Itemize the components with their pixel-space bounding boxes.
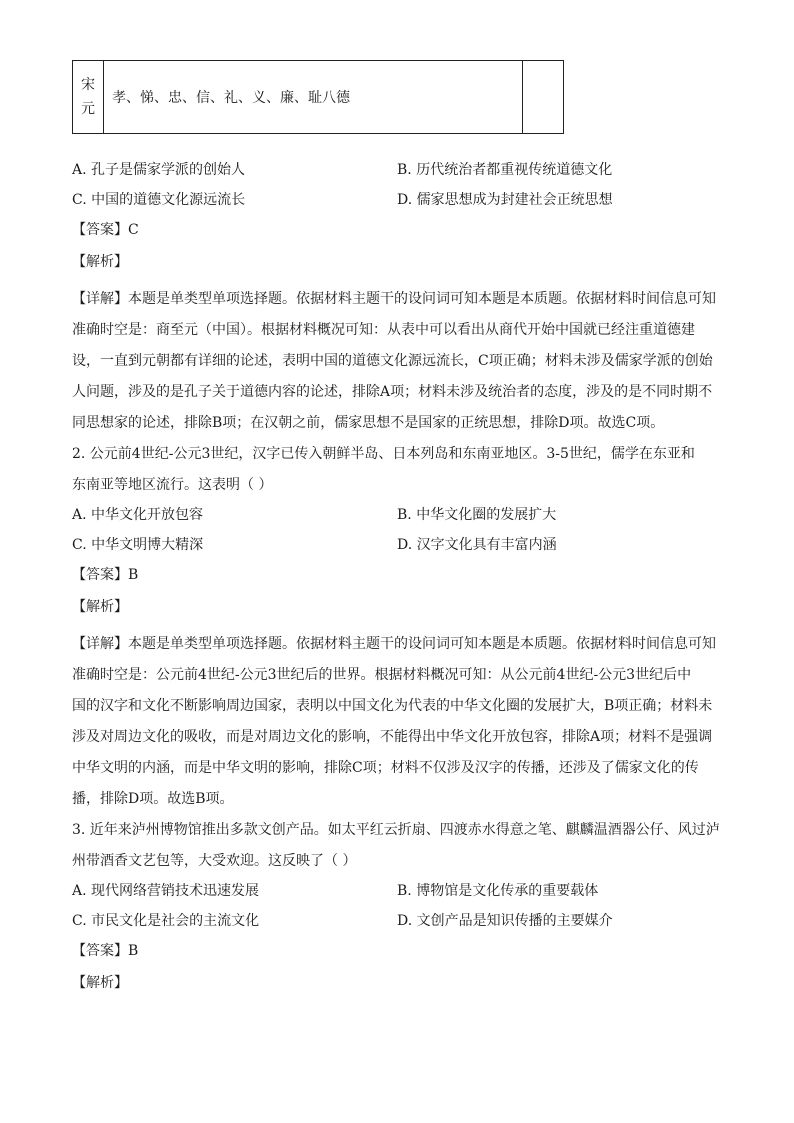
q1-analysis-tag: 【解析】	[72, 254, 128, 270]
q2-answer: 【答案】B	[72, 567, 139, 583]
q3-option-d: D. 文创产品是知识传播的主要媒介	[397, 913, 613, 929]
q3-answer: 【答案】B	[72, 943, 139, 959]
q2-detail-line: 中华文明的内涵，而是中华文明的影响，排除C项；材料不仅涉及汉字的传播，还涉及了儒家文化的传	[72, 760, 699, 776]
q2-analysis-tag: 【解析】	[72, 599, 128, 615]
q3-option-a: A. 现代网络营销技术迅速发展	[72, 883, 260, 899]
document-page	[72, 60, 722, 1005]
q1-option-b: B. 历代统治者都重视传统道德文化	[397, 162, 613, 178]
q1-option-c: C. 中国的道德文化源远流长	[72, 192, 246, 208]
q3-option-c: C. 市民文化是社会的主流文化	[72, 913, 260, 929]
q3-option-b: B. 博物馆是文化传承的重要载体	[397, 883, 599, 899]
q2-stem	[72, 439, 722, 501]
q1-detail-line: 【详解】本题是单类型单项选择题。依据材料主题干的设问词可知本题是本质题。依据材料时间信息可知	[72, 291, 716, 307]
table-row	[73, 61, 564, 134]
q2-detail-line: 涉及对周边文化的吸收，而是对周边文化的影响，不能得出中华文化开放包容，排除A项；材料不是强调	[72, 729, 713, 745]
q3-options	[72, 881, 722, 931]
q2-options	[72, 505, 722, 555]
q2-option-d: D. 汉字文化具有丰富内涵	[397, 537, 557, 553]
q3-stem-line: 州带酒香文艺包等，大受欢迎。这反映了（ ）	[72, 853, 357, 869]
virtue-content-cell: 孝、悌、忠、信、礼、义、廉、耻八德	[104, 61, 523, 134]
q2-option-b: B. 中华文化圈的发展扩大	[397, 507, 557, 523]
virtue-table	[72, 60, 564, 134]
q1-options	[72, 160, 722, 210]
q2-detail-line: 国的汉字和文化不断影响周边国家，表明以中国文化为代表的中华文化圈的发展扩大，B项正确；材料未	[72, 698, 713, 714]
q2-detail	[72, 629, 722, 815]
era-line-1: 宋	[81, 77, 95, 93]
q1-detail-line: 准确时空是：商至元（中国）。根据材料概况可知：从表中可以看出从商代开始中国就已经注重道德建	[72, 322, 695, 338]
empty-cell	[523, 61, 564, 134]
q3-analysis-tag: 【解析】	[72, 975, 128, 991]
q2-option-a: A. 中华文化开放包容	[72, 507, 204, 523]
q2-detail-line: 【详解】本题是单类型单项选择题。依据材料主题干的设问词可知本题是本质题。依据材料时间信息可知	[72, 636, 716, 652]
era-cell	[73, 61, 104, 134]
q2-option-c: C. 中华文明博大精深	[72, 537, 204, 553]
q1-option-d: D. 儒家思想成为封建社会正统思想	[397, 192, 613, 208]
q1-option-a: A. 孔子是儒家学派的创始人	[72, 162, 246, 178]
q2-detail-line: 准确时空是：公元前4世纪-公元3世纪后的世界。根据材料概况可知：从公元前4世纪-公元3世纪后中	[72, 667, 692, 683]
q1-detail-line: 人问题，涉及的是孔子关于道德内容的论述，排除A项；材料未涉及统治者的态度，涉及的是不同时期不	[72, 384, 713, 400]
q2-detail-line: 播，排除D项。故选B项。	[72, 791, 234, 807]
q1-detail-line: 同思想家的论述，排除B项；在汉朝之前，儒家思想不是国家的正统思想，排除D项。故选C项。	[72, 415, 665, 431]
era-line-2: 元	[81, 101, 95, 117]
q2-stem-line: 2. 公元前4世纪-公元3世纪，汉字已传入朝鲜半岛、日本列岛和东南亚地区。3-5世纪，儒学在东亚和	[72, 446, 695, 462]
q3-stem-line: 3. 近年来泸州博物馆推出多款文创产品。如太平红云折扇、四渡赤水得意之笔、麒麟温酒器公仔、风过泸	[72, 822, 720, 838]
q1-detail-line: 设，一直到元朝都有详细的论述，表明中国的道德文化源远流长，C项正确；材料未涉及儒家学派的创始	[72, 353, 713, 369]
q3-stem	[72, 815, 722, 877]
q2-stem-line: 东南亚等地区流行。这表明（ ）	[72, 477, 273, 493]
q1-answer: 【答案】C	[72, 222, 139, 238]
q1-detail	[72, 284, 722, 439]
